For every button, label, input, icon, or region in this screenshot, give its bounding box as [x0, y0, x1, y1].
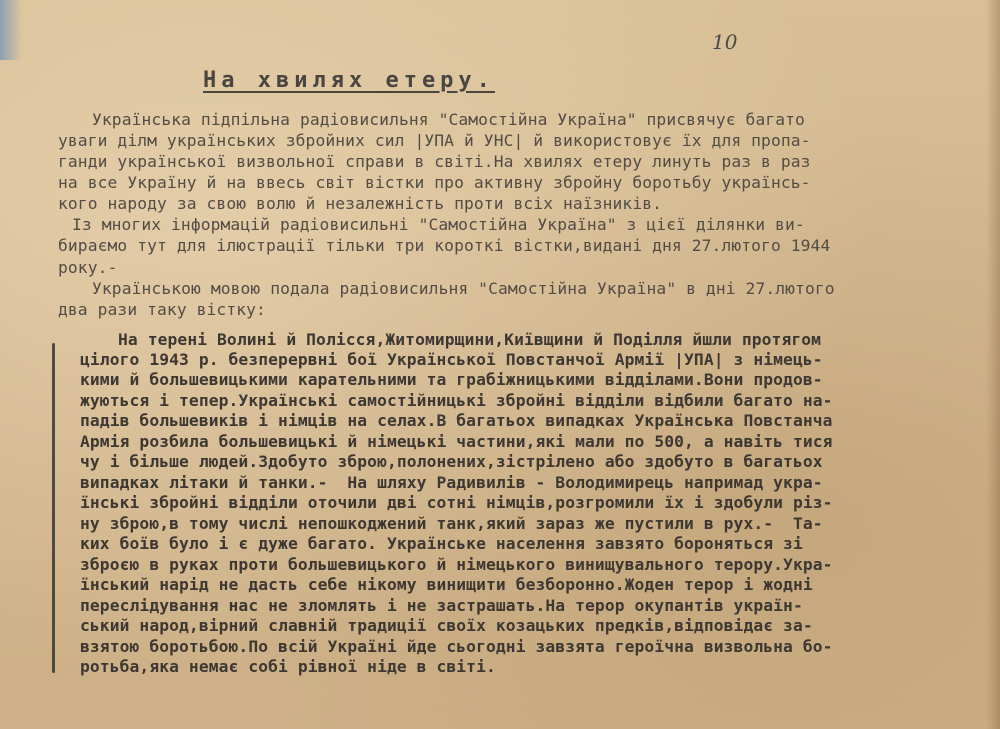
paragraph-3-line-2: два рази таку вістку:: [58, 300, 266, 319]
quote-line: взятою боротьбою.По всій Україні йде сьогодні завзята героїчна визвольна бо-: [80, 637, 833, 656]
paragraph-1-line-3: ганди української визвольної справи в світі.На хвилях етеру линуть раз в раз: [58, 152, 811, 171]
paragraph-1-line-2: уваги ділм українських збройних сил |УПА й УНС| й використовує їх для пропа-: [58, 131, 811, 150]
document-title: На хвилях етеру.: [203, 68, 495, 93]
quote-line: їнський нарід не дасть себе нікому винищити безборонно.Жоден терор і жодні: [80, 575, 813, 594]
scan-corner-shadow: [0, 0, 22, 60]
quote-line: випадках літаки й танки.- На шляху Радивилів - Володимирець напримад укра-: [80, 473, 823, 492]
paragraph-3-line-1: Українською мовою подала радіовисильня "Самостійна Україна" в дні 27.лютого: [92, 279, 835, 298]
margin-bracket-line: [52, 343, 55, 673]
scan-right-edge: [986, 0, 1000, 729]
paragraph-2-line-1: Із многих інформацій радіовисильні "Самостійна Україна" з цієї ділянки ви-: [72, 215, 805, 234]
paragraph-1-line-4: на все Україну й на ввесь світ вістки про активну збройну боротьбу українсь-: [58, 173, 811, 192]
quote-line: жуються і тепер.Українські самостійницькі збройні відділи відбили багато на-: [80, 391, 833, 410]
quote-line: ський народ,вірний славній традиції своїх козацьких предків,відповідає за-: [80, 616, 813, 635]
quote-line: На терені Волині й Полісся,Житомирщини,Київщини й Поділля йшли протягом: [118, 330, 822, 349]
quote-line: ких боїв було і є дуже багато. Українське населення завзято бороняться зі: [80, 534, 803, 553]
paragraph-2-line-2: бираємо тут для ілюстрації тільки три короткі вістки,видані дня 27.лютого 1944: [58, 236, 831, 255]
quote-line: Армія розбила большевицькі й німецькі частини,які мали по 500, а навіть тися: [80, 432, 833, 451]
quote-line: ротьба,яка немає собі рівної ніде в світі.: [80, 657, 496, 676]
quote-line: зброєю в руках проти большевицького й німецького винищувального терору.Укра-: [80, 555, 833, 574]
quote-line: їнські збройні відділи оточили дві сотні німців,розгромили їх і здобули різ-: [80, 493, 833, 512]
quote-line: переслідування нас не зломлять і не застрашать.На терор окупантів україн-: [80, 596, 803, 615]
quote-line: цілого 1943 р. безперервні бої Української Повстанчої Армії |УПА| з німець-: [80, 350, 823, 369]
quote-line: кими й большевицькими карательними та грабіжницькими відділами.Вони продов-: [80, 370, 823, 389]
paragraph-2-line-3: року.-: [58, 258, 118, 277]
quote-line: чу і більше людей.Здобуто зброю,полонених,зістрілено або здобуто в багатьох: [80, 452, 823, 471]
quote-line: ну зброю,в тому числі непошкоджений танк,який зараз же пустили в рух.- Та-: [80, 514, 823, 533]
quote-line: падів большевиків і німців на селах.В багатьох випадках Українська Повстанча: [80, 411, 833, 430]
paragraph-1-line-1: Українська підпільна радіовисильня "Самостійна Україна" присвячує багато: [92, 110, 805, 129]
paragraph-1-line-5: кого народу за свою волю й незалежність проти всіх наїзників.: [58, 194, 663, 213]
page-number: 10: [712, 30, 738, 54]
